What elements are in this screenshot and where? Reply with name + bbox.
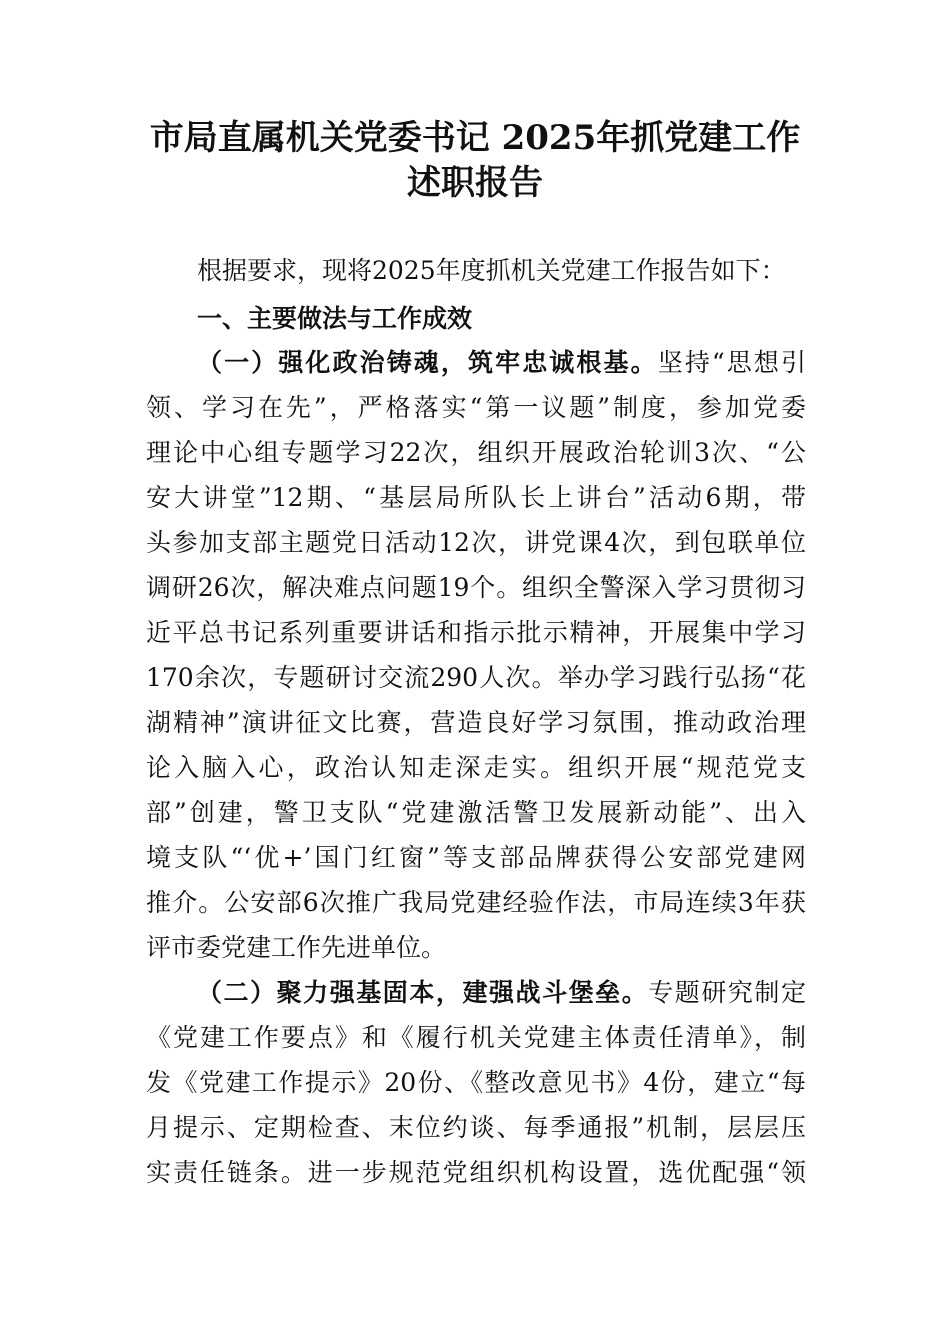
- text-line: 近平总书记系列重要讲话和指示批示精神，开展集中学习: [146, 618, 806, 647]
- intro-paragraph: 根据要求，现将2025年度抓机关党建工作报告如下：: [197, 256, 786, 285]
- para2-first-line: [197, 970, 806, 1015]
- text-line: 论入脑入心，政治认知走深走实。组织开展“规范党支: [146, 753, 806, 782]
- text-line: 170余次，专题研讨交流290人次。举办学习践行弘扬“花: [146, 663, 806, 692]
- text-line: 推介。公安部6次推广我局党建经验作法，市局连续3年获: [146, 888, 806, 917]
- document-title-line-2: 述职报告: [407, 163, 543, 203]
- text-line: 境支队“‘优+’国门红窗”等支部品牌获得公安部党建网: [146, 843, 806, 872]
- document-title-line-1: 市局直属机关党委书记 2025年抓党建工作: [149, 118, 801, 158]
- text-line: 湖精神”演讲征文比赛，营造良好学习氛围，推动政治理: [146, 708, 806, 737]
- para1-first-line: [197, 340, 806, 385]
- text-line: 调研26次，解决难点问题19个。组织全警深入学习贯彻习: [146, 573, 806, 602]
- para1-lead: （一）强化政治铸魂，筑牢忠诚根基。: [197, 348, 658, 377]
- text-line: 《党建工作要点》和《履行机关党建主体责任清单》，制: [146, 1023, 806, 1052]
- text-line: 理论中心组专题学习22次，组织开展政治轮训3次、“公: [146, 438, 806, 467]
- text-line: 实责任链条。进一步规范党组织机构设置，选优配强“领: [146, 1158, 806, 1187]
- text-line: 发《党建工作提示》20份、《整改意见书》4份，建立“每: [146, 1068, 806, 1097]
- para1-first-rest: 坚持“思想引: [657, 348, 807, 377]
- text-line: 月提示、定期检查、末位约谈、每季通报”机制，层层压: [146, 1113, 806, 1142]
- section-heading: 一、主要做法与工作成效: [197, 304, 473, 333]
- para2-first-rest: 专题研究制定: [648, 978, 806, 1007]
- text-line: 安大讲堂”12期、“基层局所队长上讲台”活动6期，带: [146, 483, 806, 512]
- text-line: 评市委党建工作先进单位。: [146, 933, 447, 962]
- text-line: 部”创建，警卫支队“党建激活警卫发展新动能”、出入: [146, 798, 806, 827]
- para2-lead: （二）聚力强基固本，建强战斗堡垒。: [197, 978, 649, 1007]
- text-line: 领、学习在先”，严格落实“第一议题”制度，参加党委: [146, 393, 806, 422]
- text-line: 头参加支部主题党日活动12次，讲党课4次，到包联单位: [146, 528, 806, 557]
